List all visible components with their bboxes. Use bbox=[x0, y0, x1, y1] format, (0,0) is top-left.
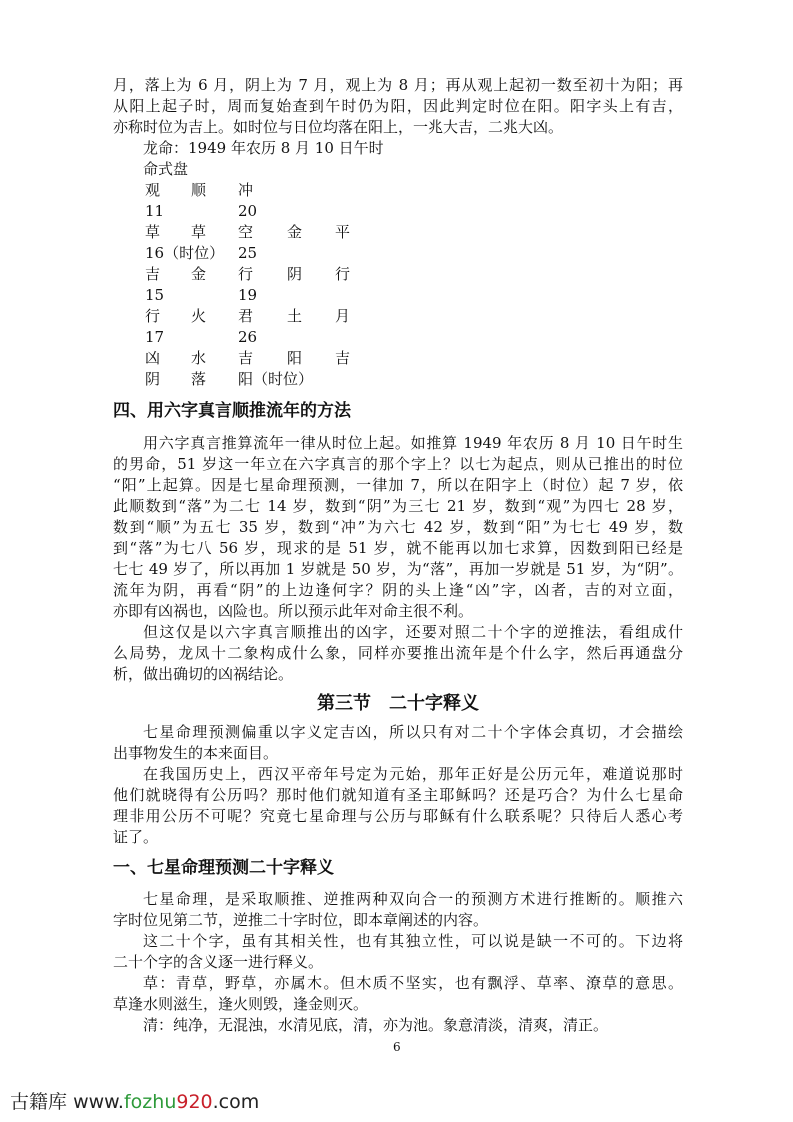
watermark-footer bbox=[10, 1087, 259, 1114]
paragraph bbox=[113, 973, 683, 1015]
chart-cell: 空 bbox=[238, 222, 254, 241]
chart-row bbox=[113, 222, 683, 243]
chart-row bbox=[113, 285, 683, 306]
paragraph bbox=[113, 931, 683, 973]
chart-cell: 26 bbox=[238, 327, 258, 346]
chart-row bbox=[113, 348, 683, 369]
page-number: 6 bbox=[393, 1040, 401, 1054]
section-heading-1: 一、七星命理预测二十字释义 bbox=[113, 857, 334, 878]
text-line: 七星命理，是采取顺推、逆推两种双向合一的预测方术进行推断的。顺推六 bbox=[143, 889, 683, 908]
chart-row bbox=[113, 243, 683, 264]
chart-cell: 19 bbox=[238, 285, 258, 304]
text-line: 证了。 bbox=[113, 827, 159, 846]
intro-paragraph bbox=[113, 75, 683, 138]
url-part: www. bbox=[73, 1091, 124, 1113]
paragraph bbox=[113, 622, 683, 685]
text-line: 从阳上起子时，周而复始查到午时仍为阳，因此判定时位在阳。阳字头上有吉， bbox=[113, 96, 683, 115]
url-part: .com bbox=[212, 1091, 260, 1113]
chart-row bbox=[113, 180, 683, 201]
chart-cell: 20 bbox=[238, 201, 258, 220]
chart-cell: 行 bbox=[145, 306, 161, 325]
chart-cell: 落 bbox=[191, 369, 207, 388]
text-line: 亦即有凶祸也，凶险也。所以预示此年对命主很不利。 bbox=[113, 601, 474, 620]
section-title: 第三节 二十字释义 bbox=[317, 692, 479, 714]
text-line: 到“落”为七八 56 岁，现求的是 51 岁，就不能再以加七求算，因数到阳已经是 bbox=[113, 538, 683, 557]
chart-cell: 阴 bbox=[145, 369, 161, 388]
text-line: 草逢水则滋生，逢火则毁，逢金则灭。 bbox=[113, 994, 369, 1013]
text-line: 清：纯净，无混浊，水清见底，清，亦为池。象意清淡，清爽，清正。 bbox=[143, 1015, 609, 1034]
chart-row bbox=[113, 264, 683, 285]
chart-cell: 金 bbox=[287, 222, 303, 241]
chart-cell: 观 bbox=[145, 180, 161, 199]
paragraph bbox=[113, 433, 683, 622]
text-line: 理非用公历不可呢？究竟七星命理与公历与耶稣有什么联系呢？只待后人悉心考 bbox=[113, 806, 683, 825]
chart-cell: 君 bbox=[238, 306, 254, 325]
chart-cell: 11 bbox=[145, 201, 165, 220]
chart-cell: 吉 bbox=[145, 264, 161, 283]
destiny-chart-grid bbox=[113, 180, 683, 390]
chart-cell: 17 bbox=[145, 327, 165, 346]
chart-row bbox=[113, 327, 683, 348]
chart-cell: 草 bbox=[191, 222, 207, 241]
chart-cell: 冲 bbox=[238, 180, 254, 199]
text-line: 亦称时位为吉上。如时位与日位均落在阳上，一兆大吉，二兆大凶。 bbox=[113, 117, 564, 136]
chart-cell: 土 bbox=[287, 306, 303, 325]
text-line: 用六字真言推算流年一律从时位上起。如推算 1949 年农历 8 月 10 日午时生 bbox=[143, 433, 683, 452]
chart-cell: 阳（时位） bbox=[238, 369, 314, 388]
text-line: 二十个字的含义逐一进行释义。 bbox=[113, 952, 324, 971]
paragraph bbox=[113, 722, 683, 764]
text-line: 月，落上为 6 月，阴上为 7 月，观上为 8 月；再从观上起初一数至初十为阳；再 bbox=[113, 75, 683, 94]
chart-cell: 金 bbox=[191, 264, 207, 283]
paragraph bbox=[113, 889, 683, 931]
chart-cell: 25 bbox=[238, 243, 258, 262]
chart-cell: 月 bbox=[335, 306, 351, 325]
chart-cell: 吉 bbox=[335, 348, 351, 367]
paragraph bbox=[113, 764, 683, 848]
site-name: 古籍库 bbox=[10, 1091, 68, 1113]
chart-cell: 16（时位） bbox=[145, 243, 225, 262]
text-line: 草：青草，野草，亦属木。但木质不坚实，也有飘浮、草率、潦草的意思。 bbox=[143, 973, 683, 992]
text-line: 他们就晓得有公历吗？那时他们就知道有圣主耶稣吗？还是巧合？为什么七星命 bbox=[113, 785, 683, 804]
chart-label: 命式盘 bbox=[143, 159, 189, 178]
url-part: fozhu bbox=[123, 1091, 177, 1113]
chart-cell: 火 bbox=[191, 306, 207, 325]
text-line: 出事物发生的本来面目。 bbox=[113, 743, 279, 762]
chart-cell: 草 bbox=[145, 222, 161, 241]
section-heading-4: 四、用六字真言顺推流年的方法 bbox=[113, 400, 351, 421]
chart-cell: 阴 bbox=[287, 264, 303, 283]
text-line: 么局势，龙凤十二象构成什么象，同样亦要推出流年是个什么字，然后再通盘分 bbox=[113, 643, 683, 662]
chart-cell: 顺 bbox=[191, 180, 207, 199]
text-line: “阳”上起算。因是七星命理预测，一律加 7，所以在阳字上（时位）起 7 岁，依 bbox=[113, 475, 683, 494]
text-line: 数到“顺”为五七 35 岁，数到“冲”为六七 42 岁，数到“阳”为七七 49 岁，数 bbox=[113, 517, 683, 536]
chart-cell: 吉 bbox=[238, 348, 254, 367]
document-page bbox=[113, 75, 683, 1036]
paragraph bbox=[113, 1015, 683, 1036]
chart-cell: 行 bbox=[335, 264, 351, 283]
chart-cell: 凶 bbox=[145, 348, 161, 367]
chart-row bbox=[113, 201, 683, 222]
example-title: 龙命：1949 年农历 8 月 10 日午时 bbox=[143, 138, 384, 157]
text-line: 这二十个字，虽有其相关性，也有其独立性，可以说是缺一不可的。下边将 bbox=[143, 931, 683, 950]
text-line: 字时位见第二节，逆推二十字时位，即本章阐述的内容。 bbox=[113, 910, 489, 929]
text-line: 流年为阴，再看“阴”的上边逢何字？阴的头上逢“凶”字，凶者，吉的对立面， bbox=[113, 580, 683, 599]
chart-row bbox=[113, 306, 683, 327]
chart-cell: 水 bbox=[191, 348, 207, 367]
chart-cell: 行 bbox=[238, 264, 254, 283]
chart-cell: 平 bbox=[335, 222, 351, 241]
chart-cell: 15 bbox=[145, 285, 165, 304]
url-part: 920 bbox=[176, 1091, 213, 1113]
text-line: 的男命，51 岁这一年立在六字真言的那个字上？以七为起点，则从已推出的时位 bbox=[113, 454, 683, 473]
chart-row bbox=[113, 369, 683, 390]
text-line: 七星命理预测偏重以字义定吉凶，所以只有对二十个字体会真切，才会描绘 bbox=[143, 722, 683, 741]
text-line: 此顺数到“落”为二七 14 岁，数到“阴”为三七 21 岁，数到“观”为四七 28 岁， bbox=[113, 496, 683, 515]
text-line: 在我国历史上，西汉平帝年号定为元始，那年正好是公历元年，难道说那时 bbox=[143, 764, 683, 783]
chart-cell: 阳 bbox=[287, 348, 303, 367]
text-line: 但这仅是以六字真言顺推出的凶字，还要对照二十个字的逆推法，看组成什 bbox=[143, 622, 683, 641]
text-line: 七七 49 岁了，所以再加 1 岁就是 50 岁，为“落”，再加一岁就是 51 岁，为“阴”。 bbox=[113, 559, 683, 578]
text-line: 析，做出确切的凶祸结论。 bbox=[113, 664, 294, 683]
